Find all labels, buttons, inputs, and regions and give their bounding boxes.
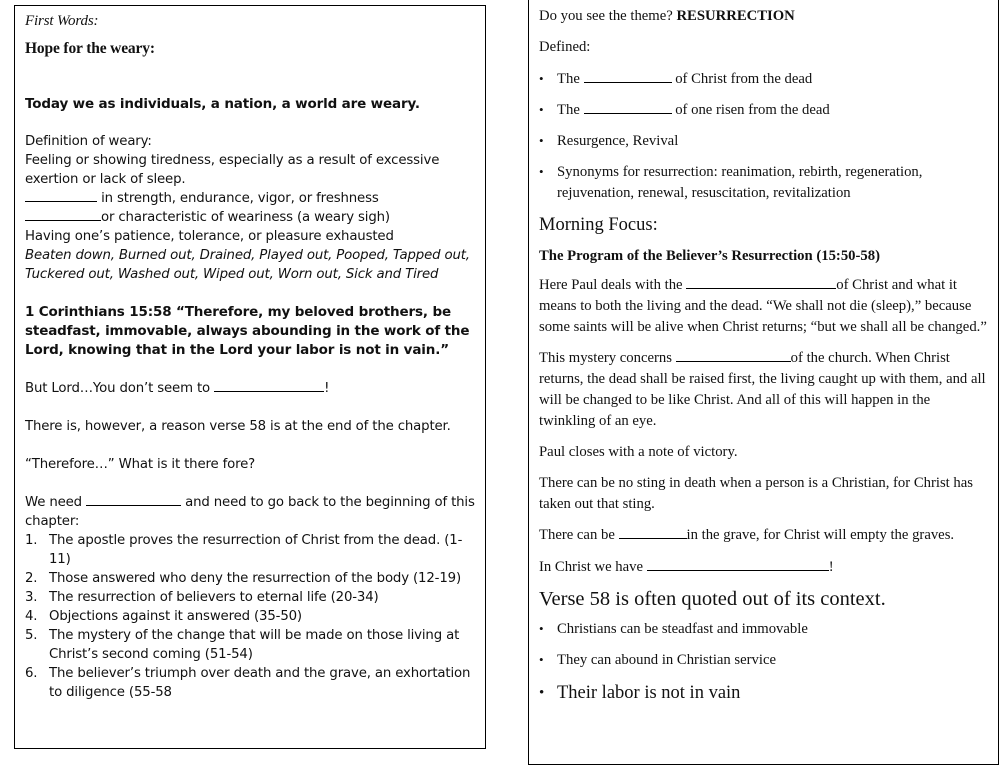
program-title: The Program of the Believer’s Resurrection (15:50-58) bbox=[539, 247, 880, 264]
context-list bbox=[539, 619, 988, 705]
definition-line-4: Having one’s patience, tolerance, or pleasure exhausted bbox=[25, 229, 394, 244]
defined-item-after: of one risen from the dead bbox=[671, 101, 830, 118]
bullet-icon: • bbox=[539, 620, 544, 636]
outline-item bbox=[25, 531, 475, 569]
defined-item-before: The bbox=[557, 70, 584, 87]
defined-item bbox=[539, 69, 988, 90]
verse-58-heading: Verse 58 is often quoted out of its context. bbox=[539, 587, 886, 610]
context-item bbox=[539, 681, 988, 705]
definition-line-3-text: or characteristic of weariness (a weary sigh) bbox=[101, 210, 390, 225]
fill-in-blank[interactable] bbox=[647, 558, 829, 571]
key-verse: 1 Corinthians 15:58 “Therefore, my beloved brothers, be steadfast, immovable, always abounding in the work of the Lord, knowing that in the Lord your labor is not in vain.” bbox=[25, 304, 470, 358]
paul-deals-rest: of Christ and what it means to both the living and the dead. “We shall not die (sleep),” because some saints will be alive when Christ returns; “but we shall all be changed.” bbox=[539, 277, 987, 335]
defined-list bbox=[539, 69, 988, 204]
theme-line bbox=[539, 6, 988, 27]
defined-item bbox=[539, 131, 988, 152]
weary-synonyms: Beaten down, Burned out, Drained, Played out, Pooped, Tapped out, Tuckered out, Washed out, Wiped out, Worn out, Sick and Tired bbox=[25, 248, 470, 282]
right-notes-panel bbox=[528, 0, 999, 765]
first-words-label: First Words: bbox=[25, 13, 99, 29]
outline-item bbox=[25, 664, 475, 702]
but-lord-text: But Lord…You don’t seem to bbox=[25, 381, 215, 396]
context-item bbox=[539, 650, 988, 671]
fill-in-blank[interactable] bbox=[86, 493, 181, 506]
in-christ-end: ! bbox=[828, 558, 834, 575]
context-item bbox=[539, 619, 988, 640]
outline-number: 2. bbox=[25, 571, 38, 586]
outline-item bbox=[25, 569, 475, 588]
no-sting-paragraph: There can be no sting in death when a person is a Christian, for Christ has taken out that sting. bbox=[539, 475, 973, 513]
but-lord-line bbox=[25, 379, 475, 398]
outline-text: The apostle proves the resurrection of Christ from the dead. (1-11) bbox=[49, 533, 463, 567]
bullet-icon: • bbox=[539, 651, 544, 667]
we-need-line bbox=[25, 493, 475, 531]
defined-item-after: of Christ from the dead bbox=[671, 70, 813, 87]
context-item-text: Christians can be steadfast and immovable bbox=[557, 620, 808, 637]
theme-question: Do you see the theme? bbox=[539, 8, 677, 24]
outline-number: 4. bbox=[25, 609, 38, 624]
mystery-paragraph bbox=[539, 348, 988, 431]
definition-block bbox=[25, 132, 475, 284]
left-notes-panel bbox=[14, 5, 486, 749]
fill-in-blank[interactable] bbox=[619, 526, 687, 539]
definition-line-2-text: in strength, endurance, vigor, or freshness bbox=[97, 191, 379, 206]
defined-item-before: The bbox=[557, 101, 584, 118]
definition-line-1: Feeling or showing tiredness, especially as a result of excessive exertion or lack of sleep. bbox=[25, 153, 440, 187]
defined-item bbox=[539, 162, 988, 204]
outline-number: 3. bbox=[25, 590, 38, 605]
outline-text: Those answered who deny the resurrection of the body (12-19) bbox=[49, 571, 461, 586]
theme-answer: RESURRECTION bbox=[676, 8, 795, 24]
defined-label: Defined: bbox=[539, 39, 591, 56]
paul-deals-paragraph bbox=[539, 275, 988, 337]
fill-in-blank[interactable] bbox=[686, 276, 836, 289]
outline-number: 5. bbox=[25, 628, 38, 643]
outline-item bbox=[25, 588, 475, 607]
paul-deals-text: Here Paul deals with the bbox=[539, 277, 687, 294]
definition-heading: Definition of weary: bbox=[25, 134, 152, 149]
today-statement: Today we as individuals, a nation, a world are weary. bbox=[25, 96, 420, 112]
outline-item bbox=[25, 607, 475, 626]
fill-in-blank[interactable] bbox=[25, 208, 101, 221]
grave-line bbox=[539, 525, 988, 546]
mystery-rest: of the church. When Christ returns, the dead shall be raised first, the living caught up with them, and all will be changed to be like Christ. And all of this will happen in the twinkling of an eye. bbox=[539, 350, 986, 429]
grave-text: There can be bbox=[539, 527, 619, 544]
outline-text: Objections against it answered (35-50) bbox=[49, 609, 302, 624]
mystery-text: This mystery concerns bbox=[539, 350, 676, 367]
outline-number: 6. bbox=[25, 666, 38, 681]
in-christ-line bbox=[539, 557, 988, 578]
outline-text: The mystery of the change that will be made on those living at Christ’s second coming (51-54) bbox=[49, 628, 460, 662]
defined-item bbox=[539, 100, 988, 121]
context-item-text: Their labor is not in vain bbox=[557, 682, 741, 703]
in-christ-text: In Christ we have bbox=[539, 558, 647, 575]
paul-closes: Paul closes with a note of victory. bbox=[539, 443, 738, 460]
outline-number: 1. bbox=[25, 533, 38, 548]
bullet-icon: • bbox=[539, 684, 545, 701]
resurrection-synonyms: Synonyms for resurrection: reanimation, rebirth, regeneration, rejuvenation, renewal, resuscitation, revitalization bbox=[557, 164, 923, 202]
bullet-icon: • bbox=[539, 164, 544, 180]
fill-in-blank[interactable] bbox=[584, 70, 672, 83]
definition-line-2 bbox=[25, 189, 475, 208]
but-lord-end: ! bbox=[324, 381, 330, 396]
fill-in-blank[interactable] bbox=[214, 379, 324, 392]
morning-focus-heading: Morning Focus: bbox=[539, 214, 658, 235]
outline-item bbox=[25, 626, 475, 664]
fill-in-blank[interactable] bbox=[584, 101, 672, 114]
we-need-text: We need bbox=[25, 495, 87, 510]
bullet-icon: • bbox=[539, 133, 544, 149]
hope-title: Hope for the weary: bbox=[25, 40, 155, 57]
outline-text: The believer’s triumph over death and the grave, an exhortation to diligence (55-58 bbox=[49, 666, 471, 700]
chapter-outline bbox=[25, 531, 475, 702]
we-need-rest: and need to go back to the beginning of this chapter: bbox=[25, 495, 475, 529]
therefore-line: “Therefore…” What is it there fore? bbox=[25, 457, 256, 472]
context-item-text: They can abound in Christian service bbox=[557, 651, 777, 668]
definition-line-3 bbox=[25, 208, 475, 227]
fill-in-blank[interactable] bbox=[676, 349, 791, 362]
bullet-icon: • bbox=[539, 70, 544, 86]
reason-line: There is, however, a reason verse 58 is at the end of the chapter. bbox=[25, 419, 451, 434]
fill-in-blank[interactable] bbox=[25, 189, 97, 202]
resurgence-text: Resurgence, Revival bbox=[557, 133, 679, 150]
grave-rest: in the grave, for Christ will empty the graves. bbox=[686, 527, 955, 544]
bullet-icon: • bbox=[539, 101, 544, 117]
outline-text: The resurrection of believers to eternal life (20-34) bbox=[49, 590, 379, 605]
